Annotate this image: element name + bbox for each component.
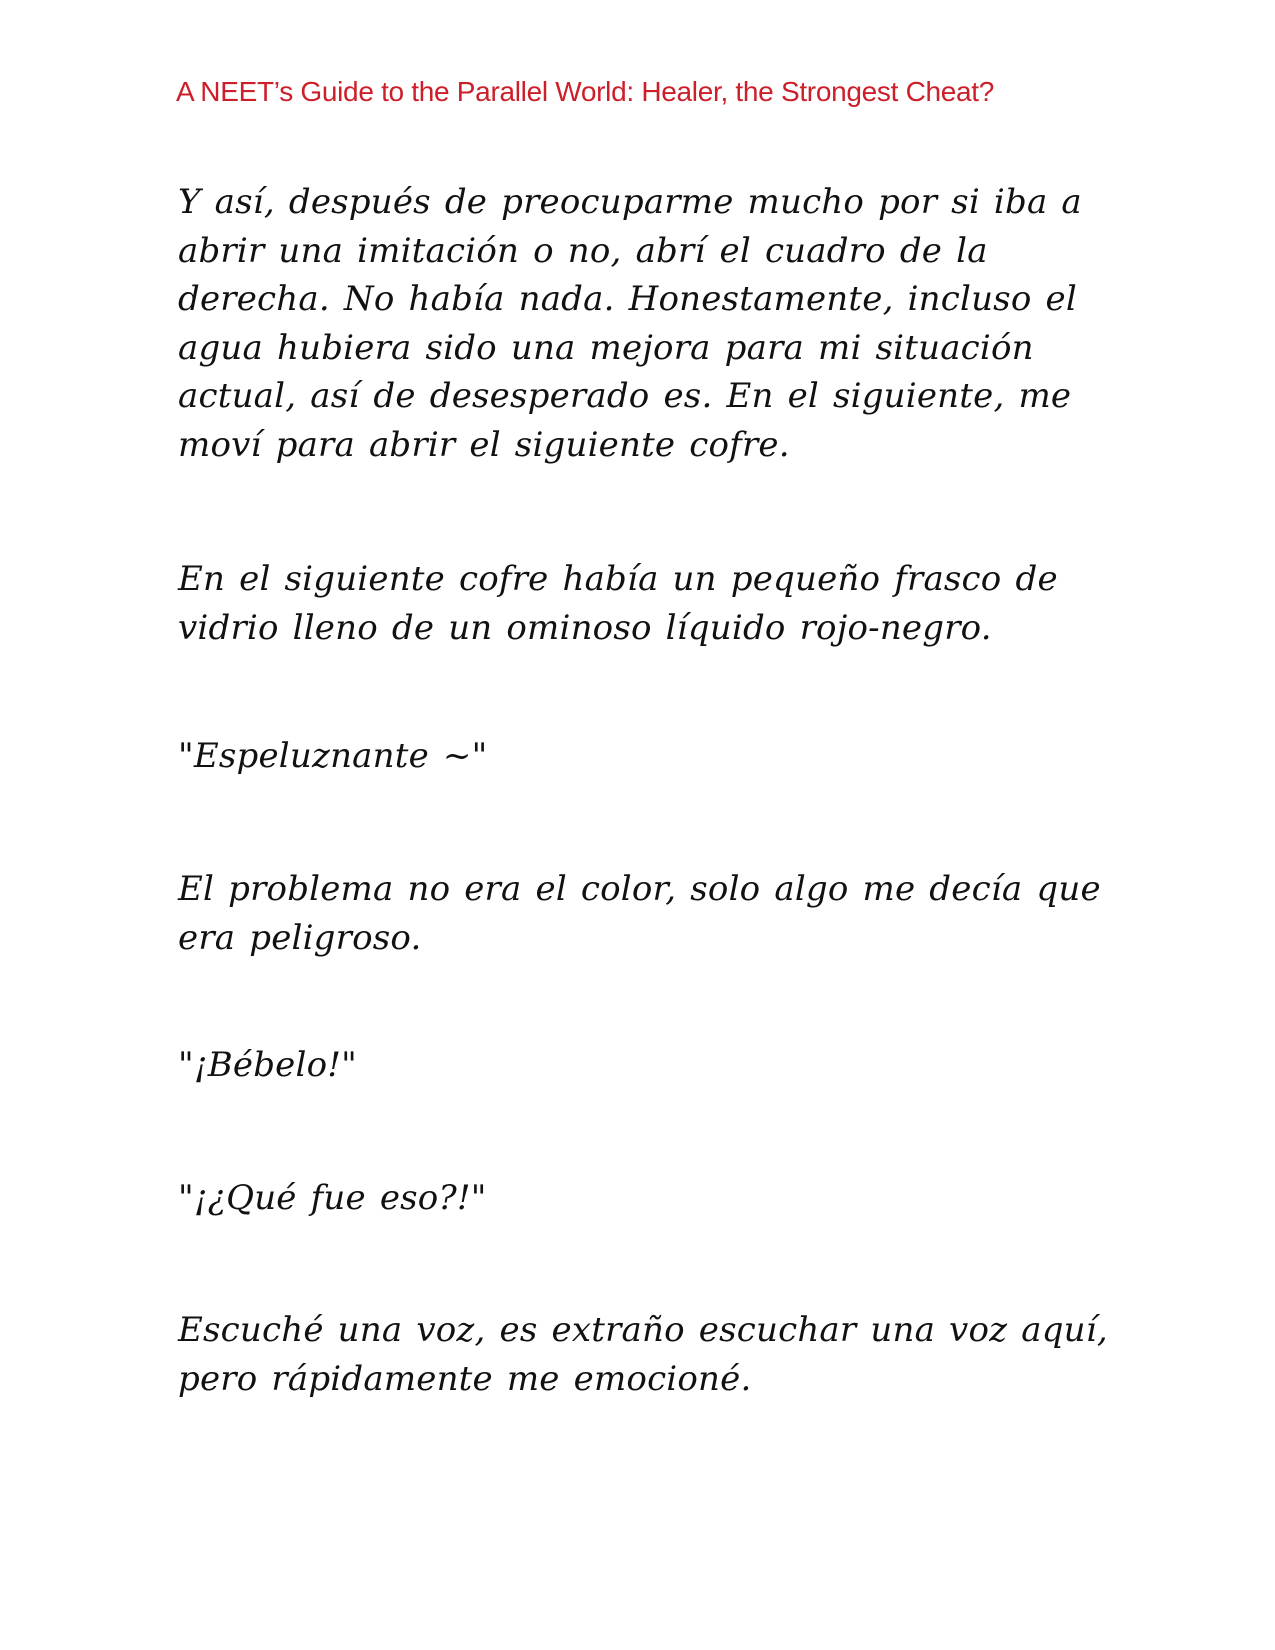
paragraph-2: En el siguiente cofre había un pequeño frasco de vidrio lleno de un ominoso líquido rojo-negro. [178,559,1058,648]
page-header-title: A NEET’s Guide to the Parallel World: Healer, the Strongest Cheat? [176,76,995,107]
paragraph-7: Escuché una voz, es extraño escuchar una voz aquí, pero rápidamente me emocioné. [178,1310,1108,1399]
paragraph-3: "Espeluznante ~" [178,736,488,776]
paragraph-1: Y así, después de preocuparme mucho por si iba a abrir una imitación o no, abrí el cuadro de la derecha. No había nada. Honestamente, incluso el agua hubiera sido una mejora para mi situación actual, así de desesperado es. En el siguiente, me moví para abrir el siguiente cofre. [178,182,1082,465]
paragraph-5: "¡Bébelo!" [178,1045,357,1085]
paragraph-4: El problema no era el color, solo algo me decía que era peligroso. [178,869,1101,958]
paragraph-6: "¡¿Qué fue eso?!" [178,1178,487,1218]
